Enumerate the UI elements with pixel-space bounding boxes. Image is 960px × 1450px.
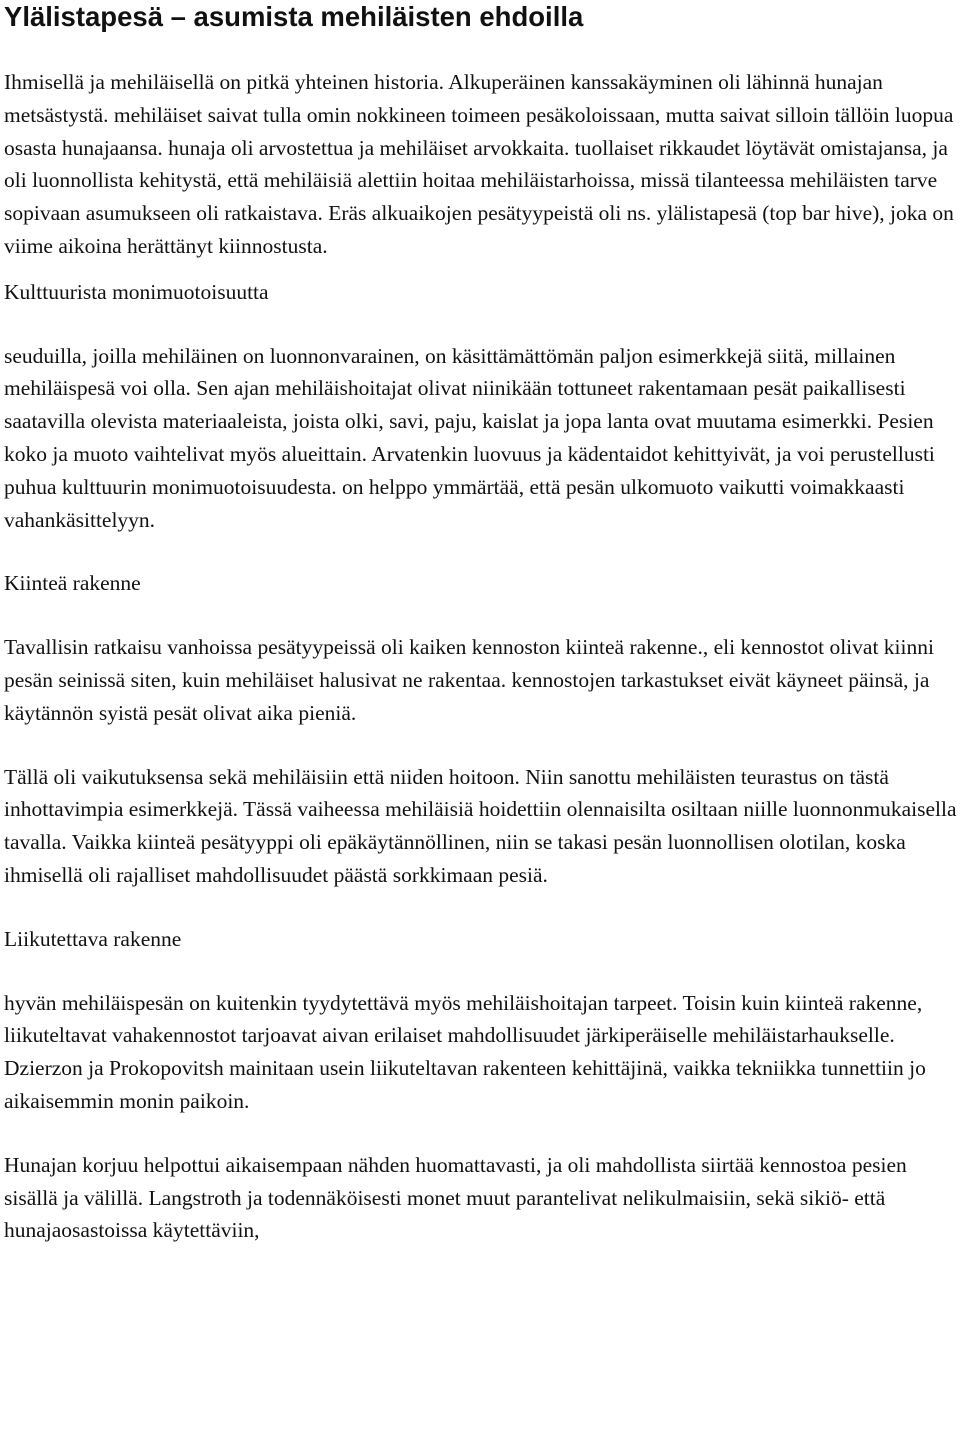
intro-paragraph: Ihmisellä ja mehiläisellä on pitkä yhteinen historia. Alkuperäinen kanssakäyminen oli lähinnä hunajan metsästystä. mehiläiset saivat tulla omin nokkineen toimeen pesäkoloissaan, mutta saivat silloin tällöin luopua osasta hunajaansa. hunaja oli arvostettua ja mehiläiset arvokkaita. tuollaiset rikkaudet löytävät omistajansa, ja oli luonnollista kehitystä, että mehiläisiä alettiin hoitaa mehiläistarhoissa, missä tilanteessa mehiläisten tarve sopivaan asumukseen oli ratkaistava. Eräs alkuaikojen pesätyypeistä oli ns. ylälistapesä (top bar hive), joka on viime aikoina herättänyt kiinnostusta. [4, 70, 954, 258]
kiintea-paragraph-1: Tavallisin ratkaisu vanhoissa pesätyypeissä oli kaiken kennoston kiinteä rakenne., eli kennostot olivat kiinni pesän seinissä siten, kuin mehiläiset halusivat ne rakentaa. kennostojen tarkastukset eivät käyneet päinsä, ja käytännön syistä pesät olivat aika pieniä. [4, 635, 934, 725]
section-heading-kulttuuri: Kulttuurista monimuotoisuutta [4, 279, 269, 304]
kiintea-paragraph-2: Tällä oli vaikutuksensa sekä mehiläisiin että niiden hoitoon. Niin sanottu mehiläisten teurastus on tästä inhottavimpia esimerkkejä. Tässä vaiheessa mehiläisiä hoidettiin olennaisilta osiltaan niille luonnonmukaisella tavalla. Vaikka kiinteä pesätyyppi oli epäkäytännöllinen, niin se takasi pesän luonnollisen olotilan, koska ihmisellä oli rajalliset mahdollisuudet päästä sorkkimaan pesiä. [4, 764, 957, 887]
section-heading-kiintea: Kiinteä rakenne [4, 571, 141, 596]
document-title: Ylälistapesä – asumista mehiläisten ehdoilla [4, 1, 584, 32]
liikutettava-paragraph-2: Hunajan korjuu helpottui aikaisempaan nähden huomattavasti, ja oli mahdollista siirtää kennostoa pesien sisällä ja välillä. Langstroth ja todennäköisesti monet muut parantelivat nelikulmaisiin, sekä sikiö- että hunajaosastoissa käytettäviin, [4, 1152, 907, 1243]
section-heading-liikutettava: Liikutettava rakenne [4, 926, 182, 951]
liikutettava-paragraph-1: hyvän mehiläispesän on kuitenkin tyydytettävä myös mehiläishoitajan tarpeet. Toisin kuin kiinteä rakenne, liikuteltavat vahakennostot tarjoavat aivan erilaiset mahdollisuudet järkiperäiselle mehiläistarhaukselle. Dzierzon ja Prokopovitsh mainitaan usein liikuteltavan rakenteen kehittäjinä, vaikka tekniikka tunnettiin jo aikaisemmin monin paikoin. [4, 990, 926, 1113]
kulttuuri-paragraph: seuduilla, joilla mehiläinen on luonnonvarainen, on käsittämättömän paljon esimerkkejä siitä, millainen mehiläispesä voi olla. Sen ajan mehiläishoitajat olivat niinikään tottuneet rakentamaan pesät paikallisesti saatavilla olevista materiaaleista, joista olki, savi, paju, kaislat ja jopa lanta ovat muutama esimerkki. Pesien koko ja muoto vaihtelivat myös alueittain. Arvatenkin luovuus ja kädentaidot kehittyivät, ja voi perustellusti puhua kulttuurin monimuotoisuudesta. on helppo ymmärtää, että pesän ulkomuoto vaikutti voimakkaasti vahankäsittelyyn. [4, 343, 935, 532]
